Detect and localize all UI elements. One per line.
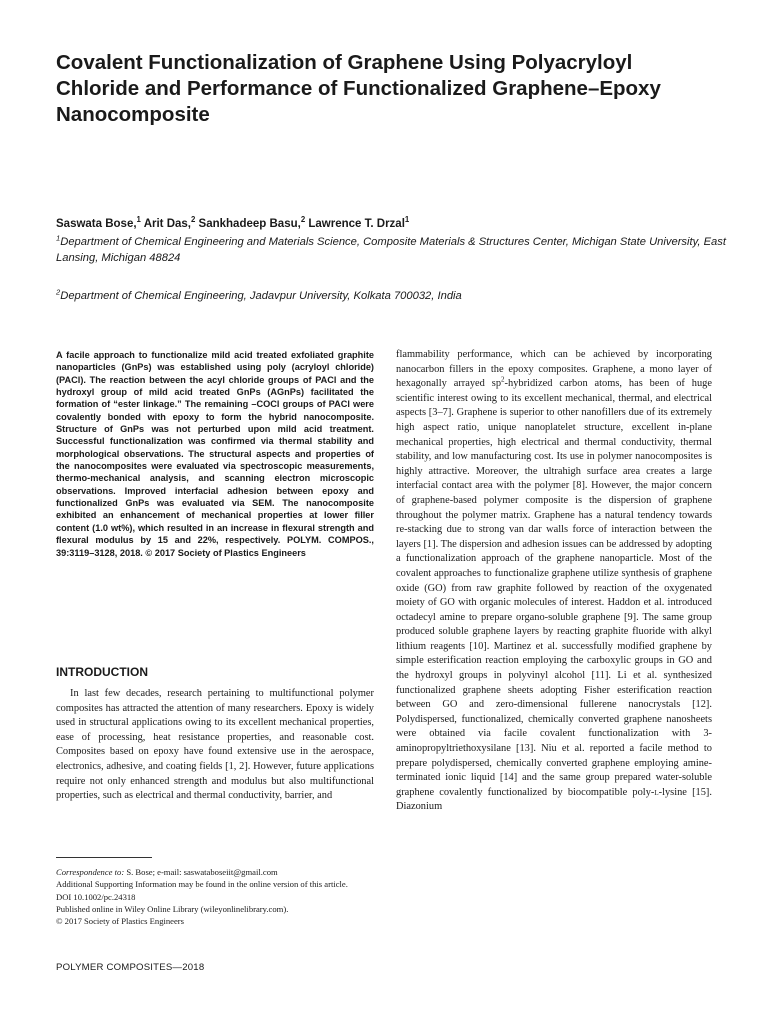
intro-text: -hybridized carbon atoms, has been of huge scientific interest owing to its excellent mechanical, thermal, and electrical aspects [3–7]. Graphene is superior to other nanofillers due of its extremely high aspect ratio, unique nanoplatelet structure, excellent in-plane mechanical properties, high electrical and thermal conductivity, thermal stability, and low manufacturing cost. Its use in polymer nanocomposites is highly attractive. Moreover, the ultrahigh surface area creates a large interfacial contact area with the polymer [8]. However, the major concern of graphene-based polymer composite is the dispersion of graphene throughout the polymer matrix. Graphene has a natural tendency towards re-stacking due to strong van dar walls force of interaction between the layers [1]. The dispersion and adhesion issues can be addressed by adopting a functionalization approach of the graphene nanoparticle. Most of the covalent approaches to functionalize graphene utilize synthesis of graphene oxide (GO) from raw graphite followed by reaction of the oxygenated moiety of GO with organic molecules of interest. Haddon et al. introduced octadecyl amine to prepare organo-soluble graphene [9]. The same group produced soluble graphene layers by reacting graphite fluoride with alkyl lithium reagents [10]. Martinez et al. successfully modified graphene by simple esterification reaction employing the carboxylic groups in GO and the hydroxyl groups in polyvinyl alcohol [11]. Li et al. synthesized functionalized graphene sheets adopting Fisher esterification reaction between GO and zero-dimensional fullerene nanocrystals [12]. Polydispersed, functionalized, chemically converted graphene nanosheets were obtained via facile covalent functionalization with 3-aminopropyltriethoxysilane [13]. Niu et al. reported a facile method to prepare polydispersed, chemically converted graphene employing amine-terminated ionic liquid [14] and the same group prepared water-soluble graphene covalently functionalized by biocompatible poly- — [396, 378, 712, 798]
correspondence-text: S. Bose; e-mail: saswataboseiit@gmail.com — [124, 867, 278, 877]
affiliation-number: 2 — [56, 287, 61, 297]
intro-paragraph-left: In last few decades, research pertaining to multifunctional polymer composites has attracted the attention of many researchers. Epoxy is widely used in structural applications owing to its excellent mechanical properties, ease of processing, heat resistance properties, and reasonable cost. Composites based on epoxy have found extensive use in the aerospace, electronics, adhesive, and coating fields [1, 2]. However, future applications require not only enhanced strength and modulus but also multifunctional properties, such as electrical and thermal conductivity, barrier, and — [56, 688, 374, 802]
published-note: Published online in Wiley Online Library (wileyonlinelibrary.com). — [56, 903, 289, 914]
footnote-divider — [56, 857, 152, 858]
author-name: Lawrence T. Drzal — [308, 218, 405, 230]
abstract — [56, 349, 374, 559]
paper-title: Covalent Functionalization of Graphene Using Polyacryloyl Chloride and Performance of Functionalized Graphene–Epoxy Nanocomposite — [56, 51, 661, 126]
author-name: Sankhadeep Basu, — [198, 218, 301, 230]
supporting-info-note: Additional Supporting Information may be found in the online version of this article. — [56, 879, 348, 890]
affiliation-text: Department of Chemical Engineering, Jadavpur University, Kolkata 700032, India — [60, 290, 462, 302]
superscript: 2 — [501, 375, 505, 384]
author-affiliation-mark: 1 — [404, 215, 410, 225]
affiliation-text: Department of Chemical Engineering and Materials Science, Composite Materials & Structures Center, Michigan State University, East Lansing, Michigan 48824 — [56, 236, 726, 264]
running-footer: POLYMER COMPOSITES—2018 — [56, 962, 205, 973]
intro-paragraph-right — [396, 348, 712, 815]
author-name: Arit Das, — [143, 218, 191, 230]
small-caps-letter: l — [654, 786, 659, 798]
affiliation-2 — [56, 288, 726, 304]
section-heading-introduction: INTRODUCTION — [56, 665, 148, 679]
intro-text: flammability performance, which can be achieved by incorporating nanocarbon fillers in the epoxy composites. Graphene, a mono layer of hexagonally arrayed sp — [396, 349, 712, 390]
author-name: Saswata Bose, — [56, 218, 137, 230]
abstract-text: A facile approach to functionalize mild acid treated exfoliated graphite nanoparticles (GnPs) was established using poly (acryloyl chloride) (PACl). The reaction between the acyl chloride groups of PACl and the hydroxyl group of mild acid treated GnPs (AGnPs) facilitated the formation of “ester linkage.” The remaining –COCl groups of PACl were covalently bonded with epoxy to form the hybrid nanocomposite. Structure of GnPs was not perturbed upon mild acid treatment. Successful functionalization was confirmed via thermal stability and morphological observations. The structural aspects and properties of the nanocomposites were evaluated via spectroscopic measurements, thermo-mechanical analysis, and scanning electron microscopic observations. Improved interfacial adhesion between epoxy and functionalized GnPs was evaluated via SEM. The nanocomposite exhibited an enhancement of mechanical properties at lower filler content (1.0 wt%), which resulted in an increase in flexural strength and flexural modulus by 15 and 22%, respectively. — [56, 350, 374, 546]
intro-text: -lysine [15]. Diazonium — [396, 786, 712, 813]
affiliation-number: 1 — [56, 233, 61, 243]
footnotes — [56, 866, 374, 927]
correspondence-note — [56, 866, 374, 878]
author-list — [56, 216, 716, 232]
correspondence-label: Correspondence to: — [56, 867, 125, 877]
doi-note: DOI 10.1002/pc.24318 — [56, 891, 136, 902]
affiliation-1 — [56, 234, 726, 266]
author-affiliation-mark: 2 — [190, 215, 196, 225]
author-affiliation-mark: 1 — [136, 215, 141, 225]
abstract-citation: POLYM. COMPOS., 39:3119–3128, 2018. © 2017 Society of Plastics Engineers — [56, 535, 374, 558]
author-affiliation-mark: 2 — [300, 215, 306, 225]
copyright-note: © 2017 Society of Plastics Engineers — [56, 916, 185, 927]
